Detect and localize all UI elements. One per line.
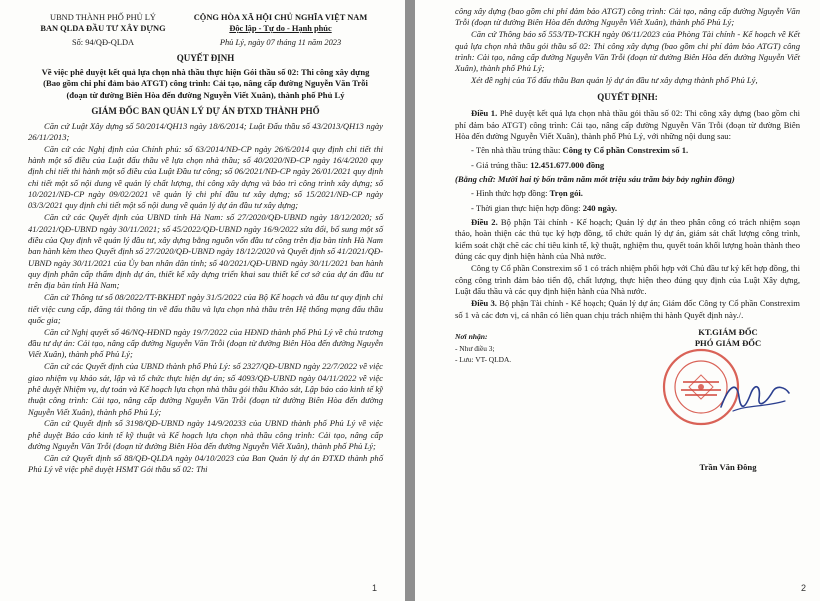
page-number: 2 xyxy=(800,583,806,594)
legal-basis-paragraph: Căn cứ Thông báo số 553/TĐ-TCKH ngày 06/11/2023 của Phòng Tài chính - Kế hoạch về Kết quả lựa chọn nhà thầu gói thầu số 02: Thi công xây dựng (bao gồm chi phí đảm bảo ATGT) công trình: Cải tạo, nâng cấp đường Nguyễn Văn Trỗi (đoạn từ đường Biên Hòa đến đường Nguyễn Viết Xuân), thành phố Phủ Lý; xyxy=(455,29,800,74)
continued-paragraph: công xây dựng (bao gồm chi phí đảm bảo ATGT) công trình: Cải tạo, nâng cấp đường Nguyễn Văn Trỗi (đoạn từ đường Biên Hòa đến đường Nguyễn Viết Xuân), thành phố Phủ Lý; xyxy=(455,6,800,28)
duration-value: 240 ngày. xyxy=(582,202,618,213)
document-page-2 xyxy=(415,0,820,601)
signature-area xyxy=(455,327,800,497)
authority-title: GIÁM ĐỐC BAN QUẢN LÝ DỰ ÁN ĐTXD THÀNH PHỐ xyxy=(91,105,320,116)
page-gap xyxy=(405,0,415,601)
legal-basis-paragraph: Căn cứ Nghị quyết số 46/NQ-HĐND ngày 19/7/2022 của HĐND thành phố Phủ Lý về chủ trương đầu tư dự án: Cải tạo, nâng cấp đường Nguyễn Văn Trỗi (đoạn từ đường Biên Hòa đến đường Nguyễn Viết Xuân), thành phố Phủ Lý; xyxy=(28,326,383,360)
legal-basis-paragraph: Căn cứ các Quyết định của UBND tỉnh Hà Nam: số 27/2020/QĐ-UBND ngày 18/12/2020; số 41/2021/QĐ-UBND ngày 30/11/2021; số 45/2022/QĐ-UBND ngày 16/9/2022 sửa đổi, bổ sung một số điều của Quy định về quản lý đầu tư, xây dựng bằng nguồn vốn đầu tư công trên địa bàn tỉnh Hà Nam ban hành kèm theo Quyết định số 27/2020/QĐ-UBND ngày 18/12/2020 và Quyết định số 41/2021/QĐ-UBND ngày 30/11/2021 của Ủy ban nhân dân tỉnh; số 40/2021/QĐ-UBND ngày 30/11/2021 ban hành quy định phân cấp thẩm định dự án, thiết kế xây dựng triển khai sau thiết kế cơ sở của dự án đầu tư trên địa bàn tỉnh Hà Nam; xyxy=(28,212,383,291)
article-1-text: Phê duyệt kết quả lựa chọn nhà thầu gói thầu số 02: Thi công xây dựng (bao gồm chi phí đảm bảo ATGT) công trình: Cải tạo, nâng cấp đường Nguyễn Văn Trỗi (đoạn từ đường Biên Hòa đến đường Nguyễn Viết Xuân), thành phố Phủ Lý, với những nội dung sau: xyxy=(455,108,801,141)
national-motto: Độc lập - Tự do - Hạnh phúc xyxy=(229,24,332,34)
recipient-item: - Lưu: VT- QLDA. xyxy=(455,354,512,364)
winner-label: - Tên nhà thầu trúng thầu: xyxy=(471,145,563,156)
article-3-text: Bộ phận Tài chính - Kế hoạch; Quản lý dự án; Giám đốc Công ty Cổ phần Constrexim số 1 và các đơn vị, cá nhân có liên quan chịu trách nhiệm thi hành Quyết định này./. xyxy=(455,298,800,320)
recipients-block xyxy=(455,331,511,365)
legal-basis-paragraph: Căn cứ Quyết định số 3198/QĐ-UBND ngày 14/9/20233 của UBND thành phố Phủ Lý về việc phê duyệt Báo cáo kinh tế kỹ thuật và Kế hoạch lựa chọn nhà thầu công trình: Cải tạo, nâng cấp đường Nguyễn Văn Trỗi (đoạn từ đường Biên Hòa đến đường Nguyễn Viết Xuân), thành phố Phủ Lý; xyxy=(28,418,383,452)
article-2-label: Điều 2. xyxy=(471,217,498,228)
legal-basis-paragraph: Căn cứ các Nghị định của Chính phủ: số 63/2014/NĐ-CP ngày 26/6/2014 quy định chi tiết thi hành một số điều của Luật đấu thầu về lựa chọn nhà thầu; số 40/2020/NĐ-CP ngày 16/4/2020 quy định chi tiết thi hành một số điều của Luật Đầu tư công; số 06/2021/NĐ-CP ngày 26/01/2021 quy định chi tiết một số nội dung về quản lý chất lượng, thi công xây dựng và bảo trì công trình xây dựng; số 10/2021/NĐ-CP ngày 09/02/2021 về quản lý chi phí đầu tư xây dựng; số 15/2021/NĐ-CP ngày 03/3/2021 quy định chi tiết một số nội dung về quản lý dự án đầu tư xây dựng; xyxy=(28,143,383,211)
legal-basis-list xyxy=(28,121,383,476)
recipients-title: Nơi nhận: xyxy=(455,332,488,342)
article-1 xyxy=(455,108,800,142)
decision-heading: QUYẾT ĐỊNH: xyxy=(597,92,658,103)
legal-basis-paragraph: Căn cứ Quyết định số 88/QĐ-QLDA ngày 04/10/2023 của Ban Quản lý dự án ĐTXD thành phố Phủ Lý về việc phê duyệt HSMT Gói thầu số 02: Thi xyxy=(28,453,383,475)
price-line xyxy=(455,160,800,171)
issuing-agency-block xyxy=(28,12,178,48)
document-subject: Về việc phê duyệt kết quả lựa chọn nhà thầu thực hiện Gói thầu số 02: Thi công xây dựng (Bao gồm chi phí đảm bảo ATGT) công trình: Cải tạo, nâng cấp đường Nguyễn Văn Trỗi (đoạn từ đường Biên Hòa đến đường Nguyễn Viết Xuân), thành phố Phủ Lý xyxy=(41,67,370,100)
price-label: - Giá trúng thầu: xyxy=(471,159,531,170)
signer-authority: KT.GIÁM ĐỐC xyxy=(698,327,758,338)
contract-type-label: - Hình thức hợp đồng: xyxy=(471,188,550,199)
winner-line xyxy=(455,145,800,156)
duration-label: - Thời gian thực hiện hợp đồng: xyxy=(471,202,583,213)
document-header xyxy=(28,12,383,48)
legal-basis-paragraph: Căn cứ các Quyết định của UBND thành phố Phủ Lý: số 2327/QĐ-UBND ngày 22/7/2022 về việc giao nhiệm vụ khảo sát, lập và tổ chức thực hiện dự án; số 4093/QĐ-UBND ngày 04/11/2022 về việc phê duyệt Nhiệm vụ, dự toán và Kế hoạch lựa chọn nhà thầu gói thầu Khảo sát, Lập báo cáo kinh tế kỹ thuật công trình: Cải tạo, nâng cấp đường Nguyễn Văn Trỗi (đoạn từ đường Biên Hòa đến đường Nguyễn Viết Xuân), thành phố Phủ Lý; xyxy=(28,361,383,417)
legal-basis-paragraph: Xét đề nghị của Tổ đấu thầu Ban quản lý dự án đầu tư xây dựng thành phố Phủ Lý, xyxy=(471,75,758,86)
page-number: 1 xyxy=(372,583,378,594)
contract-type-value: Trọn gói. xyxy=(549,188,583,199)
issue-date: Phủ Lý, ngày 07 tháng 11 năm 2023 xyxy=(219,38,342,48)
agency-name: BAN QLDA ĐẦU TƯ XÂY DỰNG xyxy=(40,24,166,34)
article-2-text: Bộ phận Tài chính - Kế hoạch; Quản lý dự án theo phân công có trách nhiệm soạn thảo, hoàn thiện các thủ tục ký hợp đồng, tổ chức quản lý dự án, giám sát chất lượng công trình, kiểm soát chặt chẽ các chỉ tiêu kinh tế, kỹ thuật, nghiệm thu, quyết toán khối lượng hoàn thành theo đúng các quy định hiện hành của Nhà nước. xyxy=(455,217,800,262)
document-page-1 xyxy=(0,0,405,601)
signer-role: PHÓ GIÁM ĐỐC xyxy=(694,338,762,349)
article-1-label: Điều 1. xyxy=(471,108,498,119)
national-motto-block xyxy=(178,12,383,48)
recipient-item: - Như điều 3; xyxy=(455,343,495,353)
handwritten-signature-icon xyxy=(715,371,795,421)
document-number: Số: 94/QĐ-QLDA xyxy=(71,38,135,48)
legal-basis-paragraph: Căn cứ Thông tư số 08/2022/TT-BKHĐT ngày 31/5/2022 của Bộ Kế hoạch và đầu tư quy định chi tiết việc cung cấp, đăng tải thông tin về đấu thầu và lựa chọn nhà thầu trên Hệ thống mạng đấu thầu quốc gia; xyxy=(28,292,383,325)
signer-name: Trần Văn Đông xyxy=(699,461,757,472)
article-2-contractor-duty: Công ty Cổ phần Constrexim số 1 có trách nhiệm phối hợp với Chủ đầu tư ký kết hợp đồng, thi công công trình đảm bảo tiến độ, chất lượng, thực hiện theo đúng quy định của Luật Xây dựng, Luật đấu thầu và các quy định hiện hành của Nhà nước. xyxy=(455,263,800,297)
winner-value: Công ty Cổ phần Constrexim số 1. xyxy=(562,145,689,156)
document-title: QUYẾT ĐỊNH xyxy=(176,53,235,64)
contract-type-line xyxy=(455,188,800,199)
article-3 xyxy=(455,298,800,321)
country-name: CỘNG HÒA XÃ HỘI CHỦ NGHĨA VIỆT NAM xyxy=(193,13,368,22)
duration-line xyxy=(455,203,800,214)
article-3-label: Điều 3. xyxy=(471,298,497,309)
price-value: 12.451.677.000 đồng xyxy=(530,159,605,170)
article-2 xyxy=(455,217,800,262)
price-in-words: (Bằng chữ: Mười hai tỷ bốn trăm năm mốt triệu sáu trăm bảy bảy nghìn đồng) xyxy=(455,174,735,184)
signer-block xyxy=(653,327,803,473)
legal-basis-paragraph: Căn cứ Luật Xây dựng số 50/2014/QH13 ngày 18/6/2014; Luật Đấu thầu số 43/2013/QH13 ngày 26/11/2013; xyxy=(28,120,383,142)
agency-parent: UBND THÀNH PHỐ PHỦ LÝ xyxy=(50,13,156,22)
